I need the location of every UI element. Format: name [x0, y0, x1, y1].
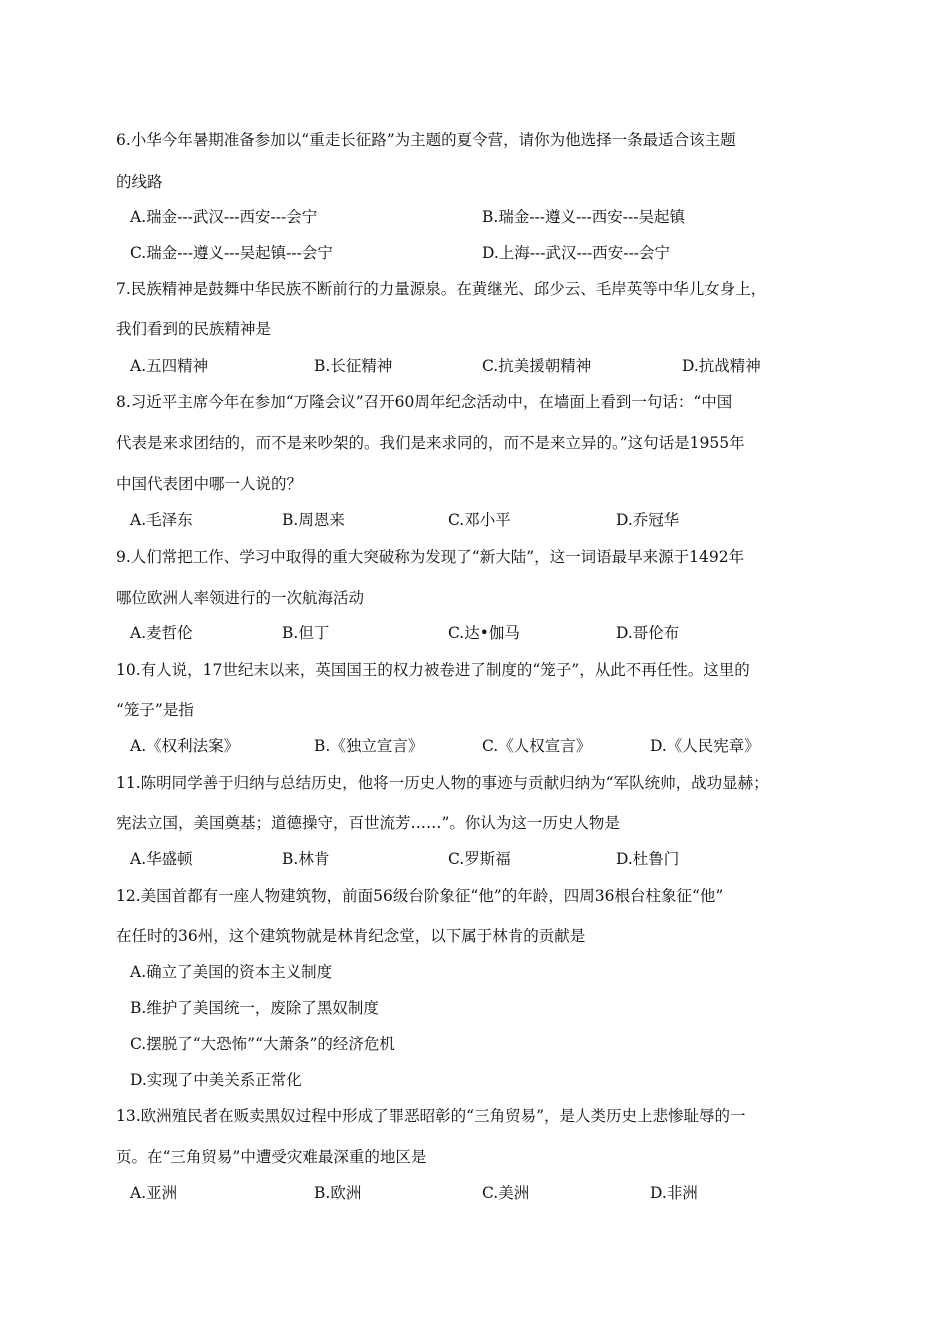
question-6-line-1: 6.小华今年暑期准备参加以“重走长征路”为主题的夏令营，请你为他选择一条最适合该主题: [116, 131, 736, 149]
question-10-option-c: C.《人权宣言》: [482, 737, 592, 755]
question-13-option-a: A.亚洲: [130, 1184, 178, 1202]
question-8-option-b: B.周恩来: [282, 511, 345, 529]
question-10-option-d: D.《人民宪章》: [650, 737, 760, 755]
question-8-option-d: D.乔冠华: [616, 511, 680, 529]
question-9-option-b: B.但丁: [282, 624, 330, 642]
question-8-line-1: 8.习近平主席今年在参加“万隆会议”召开60周年纪念活动中，在墙面上看到一句话：“中国: [116, 393, 733, 411]
question-10-option-a: A.《权利法案》: [130, 737, 240, 755]
question-10-line-2: “笼子”是指: [116, 701, 194, 719]
question-12-option-c: C.摆脱了“大恐怖”“大萧条”的经济危机: [130, 1035, 395, 1053]
question-11-option-a: A.华盛顿: [130, 850, 193, 868]
question-10-line-1: 10.有人说，17世纪末以来，英国国王的权力被卷进了制度的“笼子”，从此不再任性。这里的: [116, 661, 750, 679]
question-9-option-a: A.麦哲伦: [130, 624, 193, 642]
question-6-option-d: D.上海---武汉---西安---会宁: [482, 244, 670, 262]
question-13-option-d: D.非洲: [650, 1184, 698, 1202]
question-7-option-a: A.五四精神: [130, 357, 209, 375]
question-12-line-1: 12.美国首都有一座人物建筑物，前面56级台阶象征“他”的年龄，四周36根台柱象征“他”: [116, 887, 724, 905]
question-11-option-b: B.林肯: [282, 850, 330, 868]
question-11-line-2: 宪法立国，美国奠基；道德操守，百世流芳……”。你认为这一历史人物是: [116, 814, 620, 832]
question-13-option-b: B.欧洲: [314, 1184, 362, 1202]
question-13-option-c: C.美洲: [482, 1184, 530, 1202]
question-6-option-b: B.瑞金---遵义---西安---吴起镇: [482, 208, 685, 226]
question-6-option-a: A.瑞金---武汉---西安---会宁: [130, 208, 318, 226]
question-6-option-c: C.瑞金---遵义---吴起镇---会宁: [130, 244, 333, 262]
question-8-option-c: C.邓小平: [448, 511, 511, 529]
question-13-line-2: 页。在“三角贸易”中遭受灾难最深重的地区是: [116, 1148, 427, 1166]
question-9-option-c: C.达•伽马: [448, 624, 520, 642]
question-10-option-b: B.《独立宣言》: [314, 737, 424, 755]
question-11-option-c: C.罗斯福: [448, 850, 511, 868]
question-9-line-2: 哪位欧洲人率领进行的一次航海活动: [116, 589, 365, 607]
question-7-option-c: C.抗美援朝精神: [482, 357, 592, 375]
question-7-option-d: D.抗战精神: [682, 357, 761, 375]
question-12-option-d: D.实现了中美关系正常化: [130, 1071, 302, 1089]
question-7-line-1: 7.民族精神是鼓舞中华民族不断前行的力量源泉。在黄继光、邱少云、毛岸英等中华儿女身上，: [116, 280, 767, 298]
question-11-option-d: D.杜鲁门: [616, 850, 680, 868]
question-7-option-b: B.长征精神: [314, 357, 393, 375]
question-8-option-a: A.毛泽东: [130, 511, 193, 529]
question-6-line-2: 的线路: [116, 173, 163, 191]
question-9-option-d: D.哥伦布: [616, 624, 680, 642]
question-11-line-1: 11.陈明同学善于归纳与总结历史，他将一历史人物的事迹与贡献归纳为“军队统帅，战功显赫；: [116, 774, 769, 792]
question-12-option-a: A.确立了美国的资本主义制度: [130, 963, 333, 981]
question-7-line-2: 我们看到的民族精神是: [116, 320, 272, 338]
question-8-line-3: 中国代表团中哪一人说的？: [116, 475, 303, 493]
question-12-option-b: B.维护了美国统一，废除了黑奴制度: [130, 999, 379, 1017]
question-12-line-2: 在任时的36州，这个建筑物就是林肯纪念堂，以下属于林肯的贡献是: [116, 927, 586, 945]
question-8-line-2: 代表是来求团结的，而不是来吵架的。我们是来求同的，而不是来立异的。”这句话是1955年: [116, 434, 745, 452]
question-13-line-1: 13.欧洲殖民者在贩卖黑奴过程中形成了罪恶昭彰的“三角贸易”，是人类历史上悲惨耻辱的一: [116, 1107, 746, 1125]
question-9-line-1: 9.人们常把工作、学习中取得的重大突破称为发现了“新大陆”，这一词语最早来源于1492年: [116, 548, 745, 566]
